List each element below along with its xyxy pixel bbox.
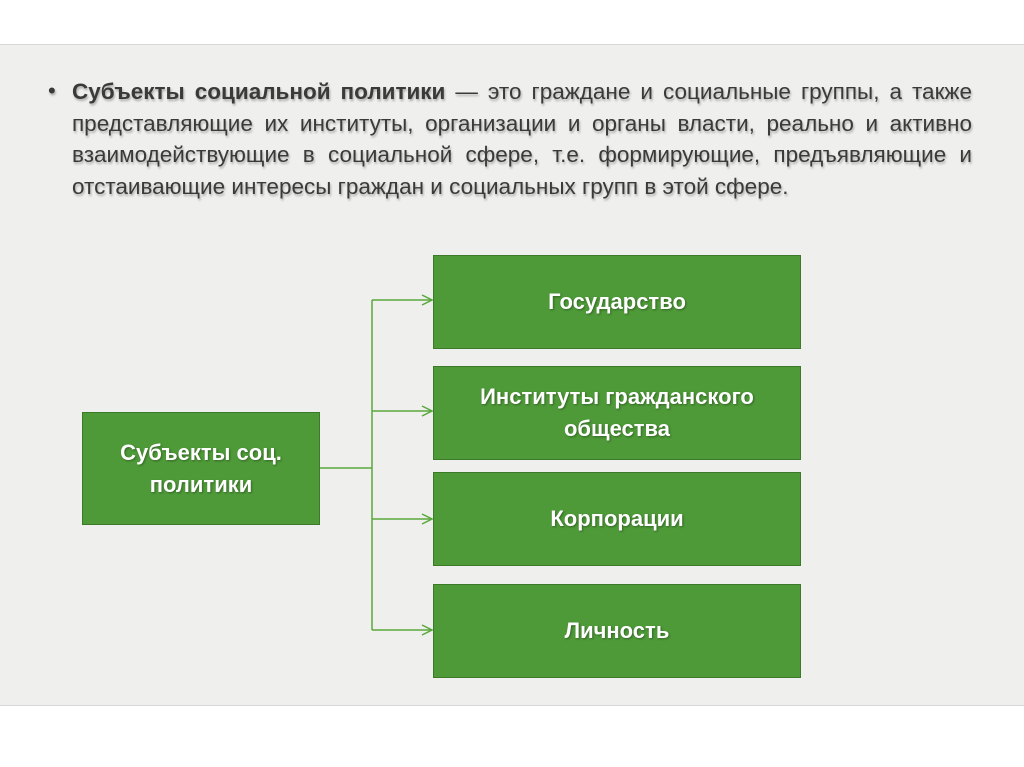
node-corporations: Корпорации bbox=[433, 472, 801, 566]
definition-body: — это граждане и социальные группы, а также представляющие их институты, организации и органы власти, реально и активно взаимодействующие в социальной сфере, т.е. формирующие, предъявляющие и отстаивающие интересы граждан и социальных групп в этой сфере. bbox=[72, 79, 972, 199]
node-individual: Личность bbox=[433, 584, 801, 678]
bullet-marker: • bbox=[48, 78, 56, 103]
node-civil-society: Институты гражданского общества bbox=[433, 366, 801, 460]
definition-paragraph bbox=[72, 76, 972, 202]
node-state: Государство bbox=[433, 255, 801, 349]
root-node: Субъекты соц. политики bbox=[82, 412, 320, 525]
definition-term: Субъекты социальной политики bbox=[72, 79, 446, 104]
